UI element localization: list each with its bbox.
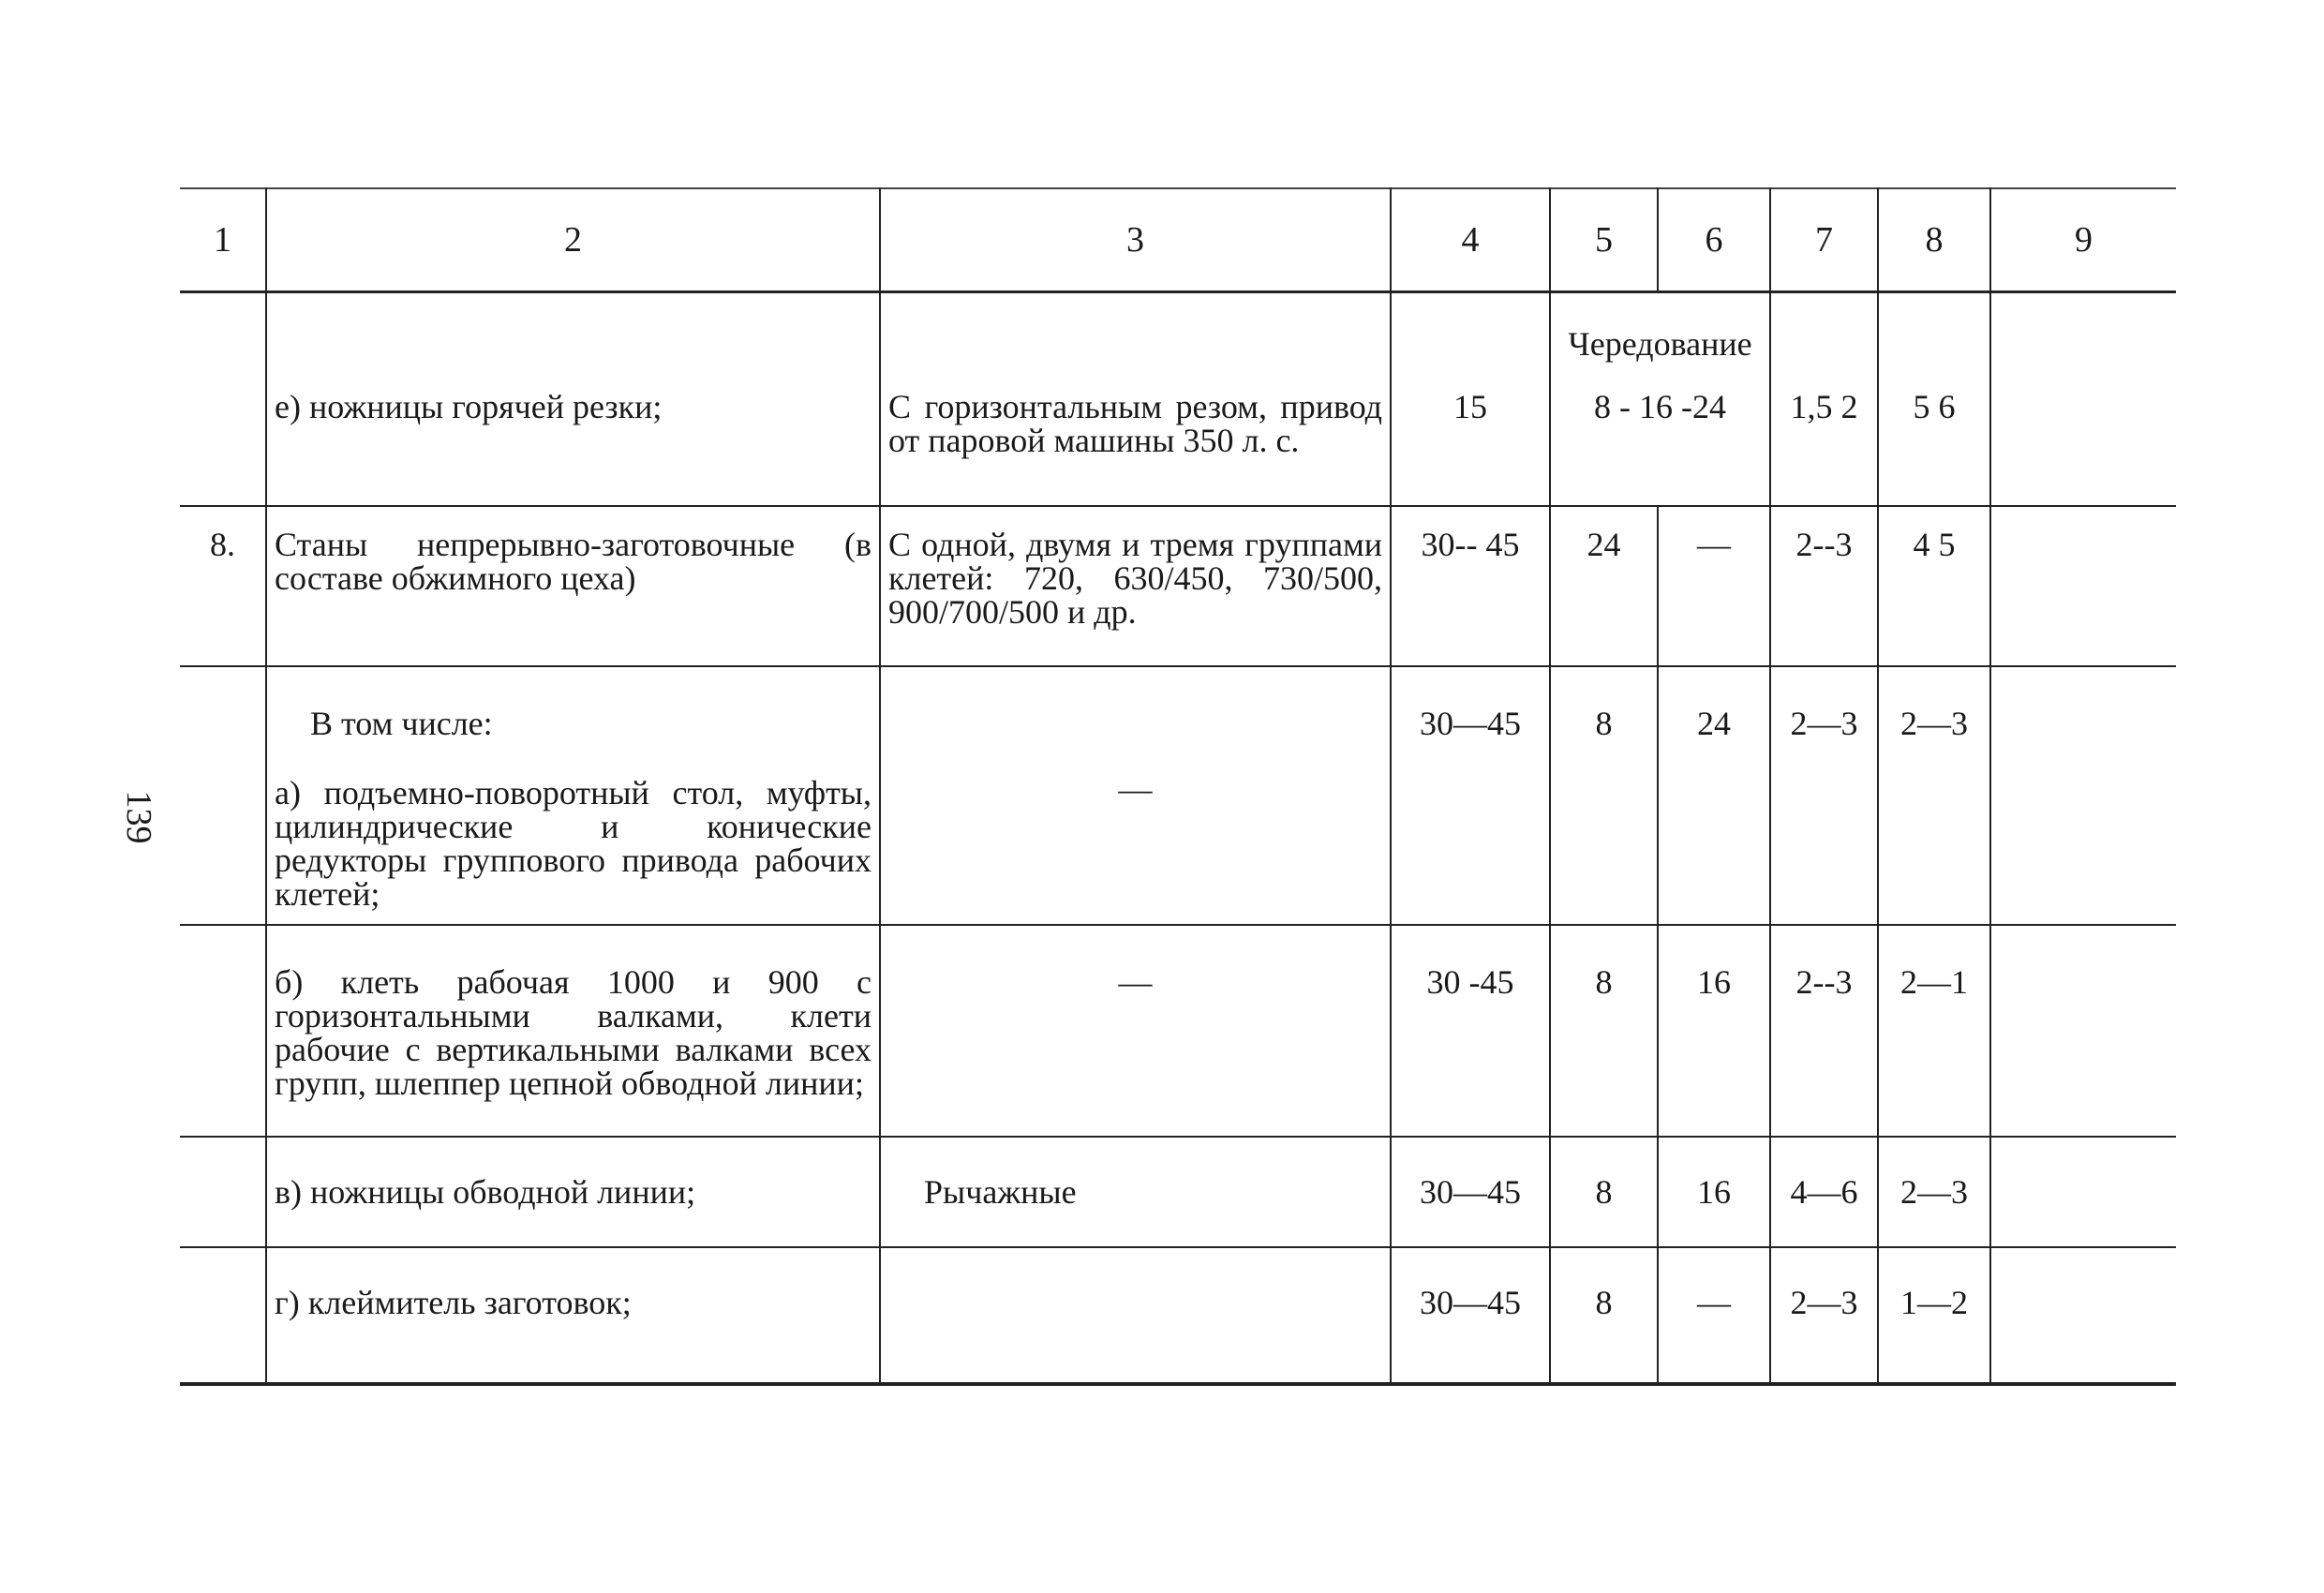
value-col-9 <box>1990 666 2176 925</box>
alternation-caption: Чередование <box>1568 325 1752 363</box>
value-col-7 <box>1770 1137 1878 1247</box>
value-col-4-text: 15 <box>1453 388 1487 425</box>
value-col-8-text: 4 5 <box>1913 525 1956 563</box>
value-col-7-text: 2--3 <box>1795 962 1853 1001</box>
value-col-8-text: 1—2 <box>1900 1283 1968 1321</box>
value-col-6-text: 16 <box>1697 1172 1731 1211</box>
equipment-name <box>266 1137 880 1247</box>
header-cell-7: 7 <box>1770 188 1878 292</box>
value-col-8 <box>1878 506 1990 666</box>
table-row <box>180 292 2176 506</box>
value-col-4 <box>1391 506 1550 666</box>
value-col-6 <box>1658 1247 1770 1384</box>
value-col-8 <box>1878 666 1990 925</box>
equipment-name <box>266 925 880 1137</box>
value-col-6 <box>1658 666 1770 925</box>
specification-table <box>180 187 2176 1386</box>
header-cell-4: 4 <box>1391 188 1550 292</box>
value-col-9 <box>1990 1137 2176 1247</box>
value-col-5 <box>1550 506 1658 666</box>
value-col-9 <box>1990 1247 2176 1384</box>
equipment-name-text: г) клеймитель заготовок; <box>275 1283 632 1321</box>
row-number-text: 8. <box>210 525 235 563</box>
equipment-description <box>880 1247 1391 1384</box>
header-cell-8: 8 <box>1878 188 1990 292</box>
equipment-description-text: — <box>1118 769 1153 808</box>
value-col-9 <box>1990 292 2176 506</box>
value-col-4 <box>1391 925 1550 1137</box>
value-col-4-text: 30—45 <box>1420 1172 1521 1211</box>
table-row <box>180 1247 2176 1384</box>
equipment-name-text: е) ножницы горячей резки; <box>275 388 663 425</box>
value-col-7-text: 4—6 <box>1790 1172 1858 1211</box>
header-row <box>180 188 2176 292</box>
table-row <box>180 666 2176 925</box>
value-col-4 <box>1391 1137 1550 1247</box>
row-number <box>180 925 266 1137</box>
value-col-5-6 <box>1550 292 1770 506</box>
value-col-5 <box>1550 925 1658 1137</box>
value-col-5 <box>1550 666 1658 925</box>
equipment-name-text: Станы непрерывно-заготовочные (в составе обжимного цеха) <box>275 525 872 597</box>
equipment-description-text: Рычажные <box>924 1172 1077 1211</box>
equipment-description <box>880 292 1391 506</box>
value-col-5-text: 8 <box>1595 1172 1613 1211</box>
equipment-description-text <box>881 1248 1390 1286</box>
value-col-9 <box>1990 506 2176 666</box>
value-col-5-text: 8 <box>1595 962 1613 1001</box>
value-col-4 <box>1391 1247 1550 1384</box>
value-col-5-text: 8 <box>1595 1283 1613 1321</box>
equipment-name <box>266 666 880 925</box>
value-col-8-text: 2—3 <box>1900 704 1968 742</box>
equipment-name <box>266 506 880 666</box>
page-number: 139 <box>119 790 158 844</box>
value-col-8 <box>1878 925 1990 1137</box>
table-row <box>180 925 2176 1137</box>
value-col-7 <box>1770 666 1878 925</box>
value-col-7 <box>1770 925 1878 1137</box>
header-cell-1: 1 <box>180 188 266 292</box>
value-col-7 <box>1770 506 1878 666</box>
value-col-4-text: 30 -45 <box>1426 962 1514 1001</box>
value-col-8-text: 2—1 <box>1900 962 1968 1001</box>
value-col-5 <box>1550 1247 1658 1384</box>
value-col-8 <box>1878 1247 1990 1384</box>
value-col-6 <box>1658 506 1770 666</box>
header-cell-6: 6 <box>1658 188 1770 292</box>
value-col-7-text: 2--3 <box>1795 525 1853 563</box>
equipment-name <box>266 292 880 506</box>
equipment-description <box>880 925 1391 1137</box>
value-col-9 <box>1990 925 2176 1137</box>
header-cell-2: 2 <box>266 188 880 292</box>
value-col-7 <box>1770 1247 1878 1384</box>
value-col-7-text: 1,5 2 <box>1790 388 1858 425</box>
value-col-5-text: 8 <box>1595 704 1613 742</box>
table-row <box>180 1137 2176 1247</box>
value-col-8-text: 5 6 <box>1913 388 1956 425</box>
value-col-6-text: 24 <box>1697 704 1731 742</box>
table-row <box>180 506 2176 666</box>
equipment-description-text: — <box>1118 962 1153 1001</box>
value-col-8 <box>1878 1137 1990 1247</box>
value-col-6-text: — <box>1697 525 1731 563</box>
equipment-description <box>880 506 1391 666</box>
value-col-6 <box>1658 1137 1770 1247</box>
equipment-name <box>266 1247 880 1384</box>
equipment-description <box>880 666 1391 925</box>
value-col-4 <box>1391 292 1550 506</box>
value-col-8-text: 2—3 <box>1900 1172 1968 1211</box>
value-col-6-text: 16 <box>1697 962 1731 1001</box>
row-number <box>180 292 266 506</box>
value-col-7-text: 2—3 <box>1790 1283 1858 1321</box>
equipment-name-text: в) ножницы обводной линии; <box>275 1172 696 1211</box>
equipment-description <box>880 1137 1391 1247</box>
value-col-5 <box>1550 1137 1658 1247</box>
value-col-4-text: 30-- 45 <box>1421 525 1520 563</box>
value-col-7-text: 2—3 <box>1790 704 1858 742</box>
header-cell-5: 5 <box>1550 188 1658 292</box>
header-cell-9: 9 <box>1990 188 2176 292</box>
value-col-5-text: 24 <box>1587 525 1621 563</box>
section-intro: В том числе: <box>310 704 493 742</box>
value-col-4-text: 30—45 <box>1420 704 1521 742</box>
equipment-description-text: С горизонтальным резом, привод от паровой машины 350 л. с. <box>888 388 1382 459</box>
equipment-description-text: С одной, двумя и тремя группами клетей: 720, 630/450, 730/500, 900/700/500 и др. <box>888 525 1382 631</box>
value-col-8 <box>1878 292 1990 506</box>
value-col-7 <box>1770 292 1878 506</box>
value-col-4 <box>1391 666 1550 925</box>
equipment-name-text: а) подъемно-поворотный стол, муфты, цилиндрические и конические редукторы группового привода рабочих клетей; <box>275 773 872 913</box>
alternation-values: 8 - 16 -24 <box>1594 388 1726 425</box>
row-number <box>180 1247 266 1384</box>
value-col-6-text: — <box>1697 1283 1731 1321</box>
row-number <box>180 666 266 925</box>
value-col-6 <box>1658 925 1770 1137</box>
row-number <box>180 1137 266 1247</box>
value-col-4-text: 30—45 <box>1420 1283 1521 1321</box>
equipment-name-text: б) клеть рабочая 1000 и 900 с горизонтальными валками, клети рабочие с вертикальными валками всех групп, шлеппер цепной обводной линии; <box>275 962 872 1102</box>
row-number <box>180 506 266 666</box>
header-cell-3: 3 <box>880 188 1391 292</box>
